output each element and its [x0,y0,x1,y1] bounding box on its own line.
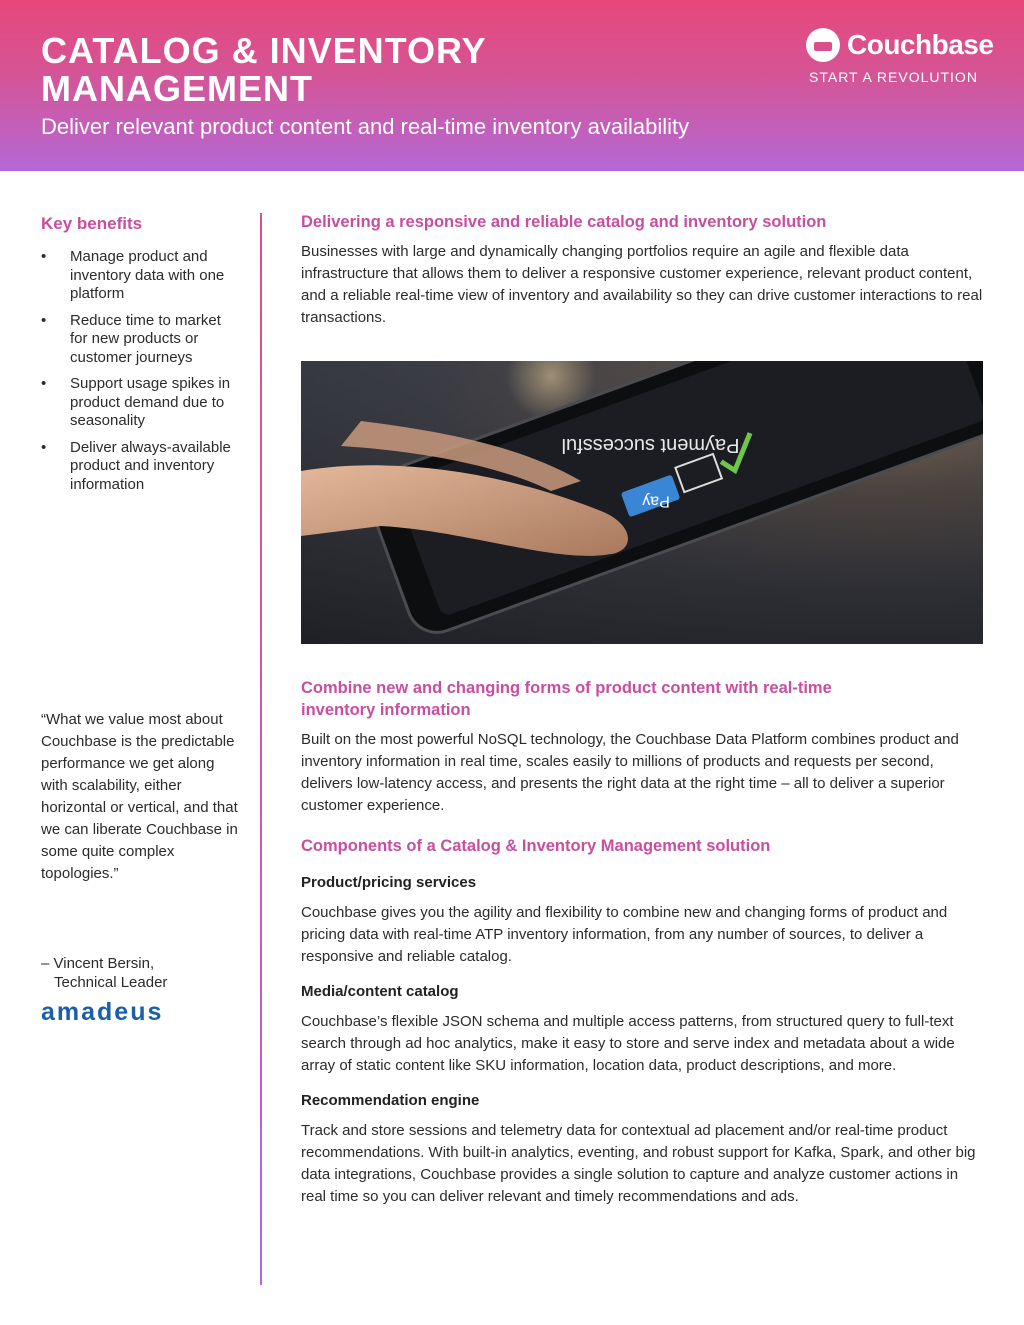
section-heading: Combine new and changing forms of product content with real-time inventory information [301,679,832,719]
key-benefits-list [41,248,241,502]
page-title: CATALOG & INVENTORY MANAGEMENT [41,30,487,109]
component-media-catalog [301,982,985,1077]
list-item: • Deliver always-available product and inventory information [41,439,241,495]
pay-button-label: Pay [642,492,670,510]
component-title: Recommendation engine [301,1092,480,1109]
key-benefits-heading: Key benefits [41,214,143,233]
phone-illustration [301,361,983,644]
quote-attribution [41,955,241,992]
customer-quote: “What we value most about Couchbase is the predictable performance we get along with scalability, either horizontal or vertical, and that we can liberate Couchbase in some quite complex topologies.” [41,711,238,882]
page-subtitle: Deliver relevant product content and real-time inventory availability [41,114,690,139]
list-item: • Reduce time to market for new products or customer journeys [41,312,241,368]
section-body: Built on the most powerful NoSQL technology, the Couchbase Data Platform combines product and inventory information in real time, scales easily to millions of products and requests per second, delivers low-latency access, and presents the right data at the right time – all to deliver a superior customer experience. [301,731,959,814]
component-recommendation [301,1091,985,1208]
component-body: Track and store sessions and telemetry data for contextual ad placement and/or real-time product recommendations. With built-in analytics, eventing, and robust support for Kafka, Spark, and other big data integrations, Couchbase provides a single solution to capture and analyze customer actions in real time so you can deliver relevant and timely recommendations and ads. [301,1122,976,1205]
section-body: Businesses with large and dynamically changing portfolios require an agile and flexible data infrastructure that allows them to deliver a responsive customer experience, relevant product content, and a reliable real-time view of inventory and availability so they can drive customer interactions to real transactions. [301,243,983,326]
section-heading: Delivering a responsive and reliable catalog and inventory solution [301,213,827,231]
header-banner [0,0,1024,171]
amadeus-logo: amadeus [41,998,164,1026]
attribution-name: – Vincent Bersin, [41,955,155,972]
attribution-role: Technical Leader [54,973,168,991]
smartphone-payment-photo [301,361,983,644]
payment-status-text: Payment successful [561,434,740,457]
logo-tagline: START A REVOLUTION [809,69,978,85]
section-responsive-catalog [301,211,985,329]
column-divider [260,213,262,1285]
component-title: Media/content catalog [301,983,459,1000]
component-body: Couchbase’s flexible JSON schema and multiple access patterns, from structured query to full-text search through ad hoc analytics, make it easy to store and serve index and metadata about a wide array of static content like SKU information, location data, product descriptions, and more. [301,1013,955,1074]
section-combine-content [301,677,985,817]
component-title: Product/pricing services [301,874,477,891]
section-components [301,835,985,1208]
section-heading: Components of a Catalog & Inventory Management solution [301,837,771,855]
component-body: Couchbase gives you the agility and flexibility to combine new and changing forms of product and pricing data with real-time ATP inventory information, from any number of sources, to deliver a responsive and reliable catalog. [301,904,948,965]
couchbase-logo [806,28,994,85]
list-item: • Support usage spikes in product demand due to seasonality [41,375,241,431]
component-product-pricing [301,873,985,968]
couchbase-logo-icon [806,28,840,62]
logo-wordmark: Couchbase [847,29,994,60]
list-item: • Manage product and inventory data with one platform [41,248,241,304]
